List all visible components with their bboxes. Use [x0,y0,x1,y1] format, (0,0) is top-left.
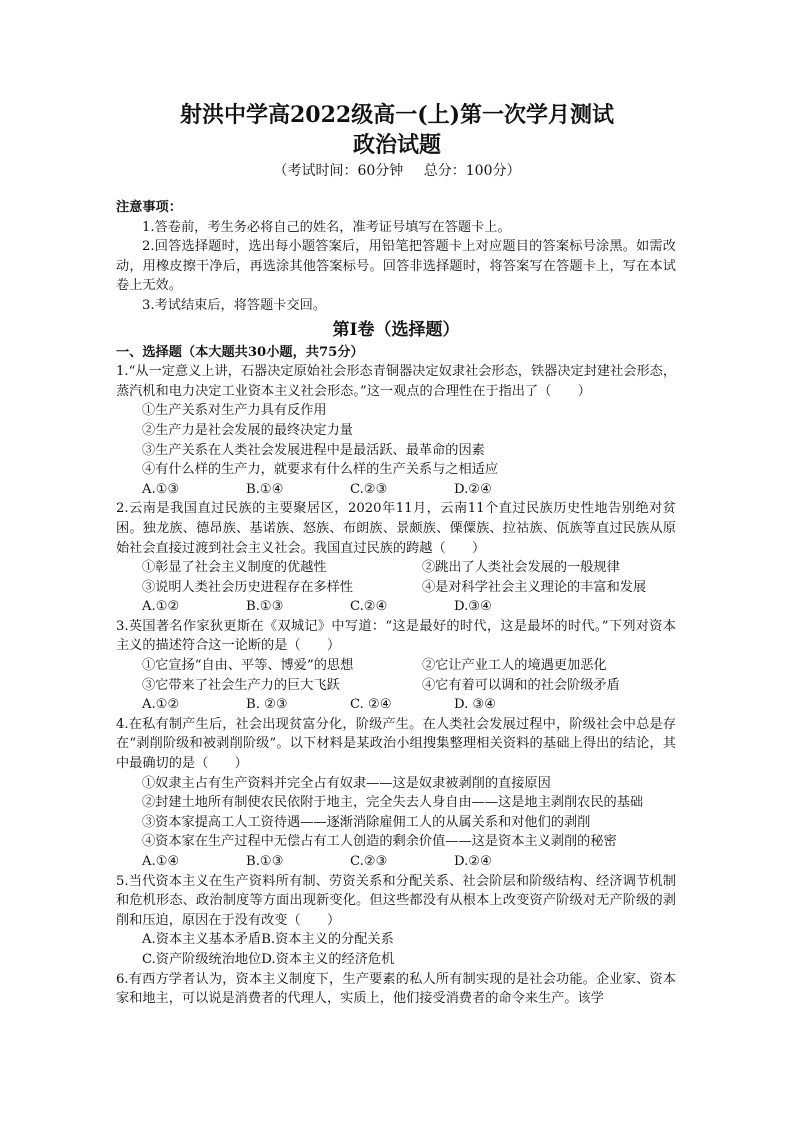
choice-b: B. ②③ [246,697,288,713]
question-option: ④有什么样的生产力，就要求有什么样的生产关系与之相适应 [142,462,499,478]
notice-item: 3.考试结束后，将答题卡交回。 [142,297,327,313]
part-title: 一、选择题（本大题共30小题，共75分） [116,344,364,360]
question-stem: 3.英国著名作家狄更斯在《双城记》中写道：“这是最好的时代，这是最坏的时代。”下列对资本主义的描述符合这一论断的是（ ） [116,618,676,654]
question-option: ④它有着可以调和的社会阶级矛盾 [422,677,620,693]
choice-a: A.①② [142,697,180,713]
choice-b: B.①③ [246,599,284,615]
subject-title: 政治试题 [352,132,441,158]
exam-score: 总分：100分） [423,163,521,179]
question-option: ②生产力是社会发展的最终决定力量 [142,422,353,438]
choice-d: D.②④ [454,854,492,869]
question-option: ③生产关系在人类社会发展进程中是最活跃、最革命的因素 [142,442,485,458]
choice-a: A.①④ [142,854,180,869]
choice-b: B.①③ [246,854,284,869]
question-option: ③资本家提高工人工资待遇——逐渐消除雇佣工人的从属关系和对他们的剥削 [142,814,591,830]
choice-b: B.①④ [246,481,284,497]
question-stem: 6.有西方学者认为，资本主义制度下，生产要素的私人所有制实现的是社会功能。企业家、资本家和地主，可以说是消费者的代理人，实质上，他们接受消费者的命令来生产。该学 [116,971,676,1007]
notice-item: 1.答卷前，考生务必将自己的姓名，准考证号填写在答题卡上。 [142,219,511,235]
exam-title: 射洪中学高2022级高一(上)第一次学月测试 [179,102,615,128]
choice-c: C.②③ [350,481,388,497]
question-option: ②它让产业工人的境遇更加恶化 [422,658,607,674]
choice-c: C.②④ [350,599,388,615]
exam-info [0,160,794,180]
answer-choices [116,852,676,872]
question-option: ①彰显了社会主义制度的优越性 [142,560,327,576]
notice-item: 2.回答选择题时，选出每小题答案后，用铅笔把答题卡上对应题目的答案标号涂黑。如需改动，用橡皮擦干净后，再选涂其他答案标号。回答非选择题时，将答案写在答题卡上，写在本试卷上无效。 [116,239,676,294]
question-option: ②封建土地所有制使农民依附于地主，完全失去人身自由——这是地主剥削农民的基础 [142,795,644,811]
question-option: A.资本主义基本矛盾B.资本主义的分配关系 [142,932,394,948]
choice-d: D. ③④ [454,697,497,713]
choice-c: C. ②④ [350,697,392,713]
section-title: 第Ⅰ卷（选择题） [332,319,460,340]
question-stem: 5.当代资本主义在生产资料所有制、劳资关系和分配关系、社会阶层和阶级结构、经济调节机制和危机形态、政治制度等方面出现新变化。但这些都没有从根本上改变资产阶级对无产阶级的剥削和压迫，原因在于没有改变（ ） [116,873,676,928]
answer-choices [116,480,676,500]
choice-d: D.②④ [454,481,492,497]
question-option: ②跳出了人类社会发展的一般规律 [422,560,620,576]
answer-choices [116,695,676,715]
option-grid [116,558,676,597]
question-option: ③说明人类社会历史进程存在多样性 [142,579,353,595]
question-stem: 2.云南是我国直过民族的主要聚居区，2020年11月，云南11个直过民族历史性地告别绝对贫困。独龙族、德昂族、基诺族、怒族、布朗族、景颇族、傈僳族、拉祜族、佤族等直过民族从原始社会直接过渡到社会主义社会。我国直过民族的跨越（ ） [116,501,676,556]
question-stem: 4.在私有制产生后，社会出现贫富分化，阶级产生。在人类社会发展过程中，阶级社会中总是存在“剥削阶级和被剥削阶级”。以下材料是某政治小组搜集整理相关资料的基础上得出的结论，其中最确切的是（ ） [116,716,676,772]
question-option: ④是对科学社会主义理论的丰富和发展 [422,579,647,595]
question-stem: 1.“从一定意义上讲，石器决定原始社会形态青铜器决定奴隶社会形态，铁器决定封建社会形态，蒸汽机和电力决定工业资本主义社会形态。”这一观点的合理性在于指出了（ ） [116,364,677,399]
question-option: ①生产关系对生产力具有反作用 [142,403,327,419]
option-grid [116,656,676,695]
answer-choices [116,597,676,617]
question-option: ④资本家在生产过程中无偿占有工人创造的剩余价值——这是资本主义剥削的秘密 [142,834,617,850]
choice-d: D.③④ [454,599,492,615]
question-option: ③它带来了社会生产力的巨大飞跃 [142,677,340,693]
exam-content [116,198,676,1009]
question-option: ①奴隶主占有生产资料并完全占有奴隶——这是奴隶被剥削的直接原因 [142,775,551,791]
question-option: ①它宣扬“自由、平等、博爱”的思想 [142,658,354,674]
choice-c: C.②③ [350,854,388,869]
choice-a: A.①② [142,599,180,615]
exam-time: （考试时间：60分钟 [273,163,404,179]
choice-a: A.①③ [142,481,180,497]
question-option: C.资产阶级统治地位D.资本主义的经济危机 [142,951,395,967]
notice-heading: 注意事项： [116,200,182,215]
